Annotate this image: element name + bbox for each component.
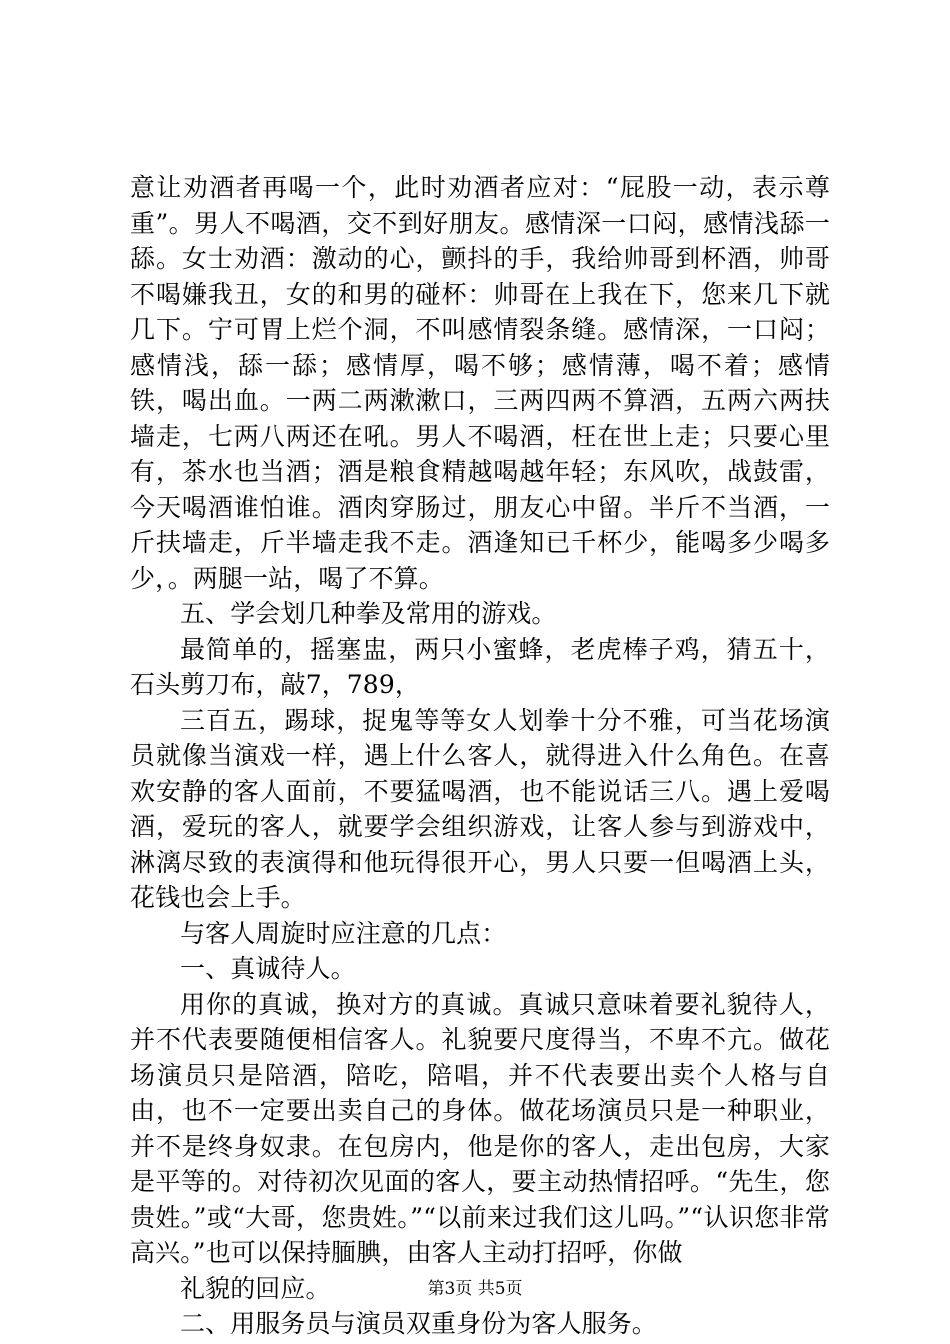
paragraph-simple-games: 最简单的，摇塞盅，两只小蜜蜂，老虎棒子鸡，猜五十，石头剪刀布，敲7，789， xyxy=(130,634,830,699)
document-body xyxy=(130,170,830,1342)
paragraph-sincerity: 用你的真诚，换对方的真诚。真诚只意味着要礼貌待人，并不代表要随便相信客人。礼貌要尺度得当，不卑不亢。做花场演员只是陪酒，陪吃，陪唱，并不代表要出卖个人格与自由，也不一定要出卖自己的身体。做花场演员只是一种职业，并不是终身奴隶。在包房内，他是你的客人，走出包房，大家是平等的。对待初次见面的客人，要主动热情招呼。“先生，您贵姓。”或“大哥，您贵姓。”“以前来过我们这儿吗。”“认识您非常高兴。”也可以保持腼腆，由客人主动打招呼，你做 xyxy=(130,989,830,1267)
paragraph-heading-five: 五、学会划几种拳及常用的游戏。 xyxy=(180,599,557,628)
page-footer: 第3页 共5页 xyxy=(427,1279,523,1299)
paragraph-drinking-toasts: 意让劝酒者再喝一个，此时劝酒者应对：“屁股一动，表示尊重”。男人不喝酒，交不到好朋友。感情深一口闷，感情浅舔一舔。女士劝酒：激动的心，颤抖的手，我给帅哥到杯酒，帅哥不喝嫌我丑，女的和男的碰杯：帅哥在上我在下，您来几下就几下。宁可胃上烂个洞，不叫感情裂条缝。感情深，一口闷；感情浅，舔一舔；感情厚，喝不够；感情薄，喝不着；感情铁，喝出血。一两二两漱漱口，三两四两不算酒，五两六两扶墙走，七两八两还在吼。男人不喝酒，枉在世上走；只要心里有，茶水也当酒；酒是粮食精越喝越年轻；东风吹，战鼓雷，今天喝酒谁怕谁。酒肉穿肠过，朋友心中留。半斤不当酒，一斤扶墙走，斤半墙走我不走。酒逢知已千杯少，能喝多少喝多少，。两腿一站，喝了不算。 xyxy=(130,173,830,593)
paragraph-notes-intro: 与客人周旋时应注意的几点： xyxy=(180,918,507,948)
paragraph-heading-one: 一、真诚待人。 xyxy=(180,954,356,983)
paragraph-heading-two: 二、用服务员与演员双重身份为客人服务。 xyxy=(180,1309,657,1338)
paragraph-roles: 三百五，踢球，捉鬼等等女人划拳十分不雅，可当花场演员就像当演戏一样，遇上什么客人，就得进入什么角色。在喜欢安静的客人面前，不要猛喝酒，也不能说话三八。遇上爱喝酒，爱玩的客人，就要学会组织游戏，让客人参与到游戏中，淋漓尽致的表演得和他玩得很开心，男人只要一但喝酒上头，花钱也会上手。 xyxy=(130,705,830,912)
paragraph-polite-reply: 礼貌的回应。 xyxy=(180,1273,331,1303)
